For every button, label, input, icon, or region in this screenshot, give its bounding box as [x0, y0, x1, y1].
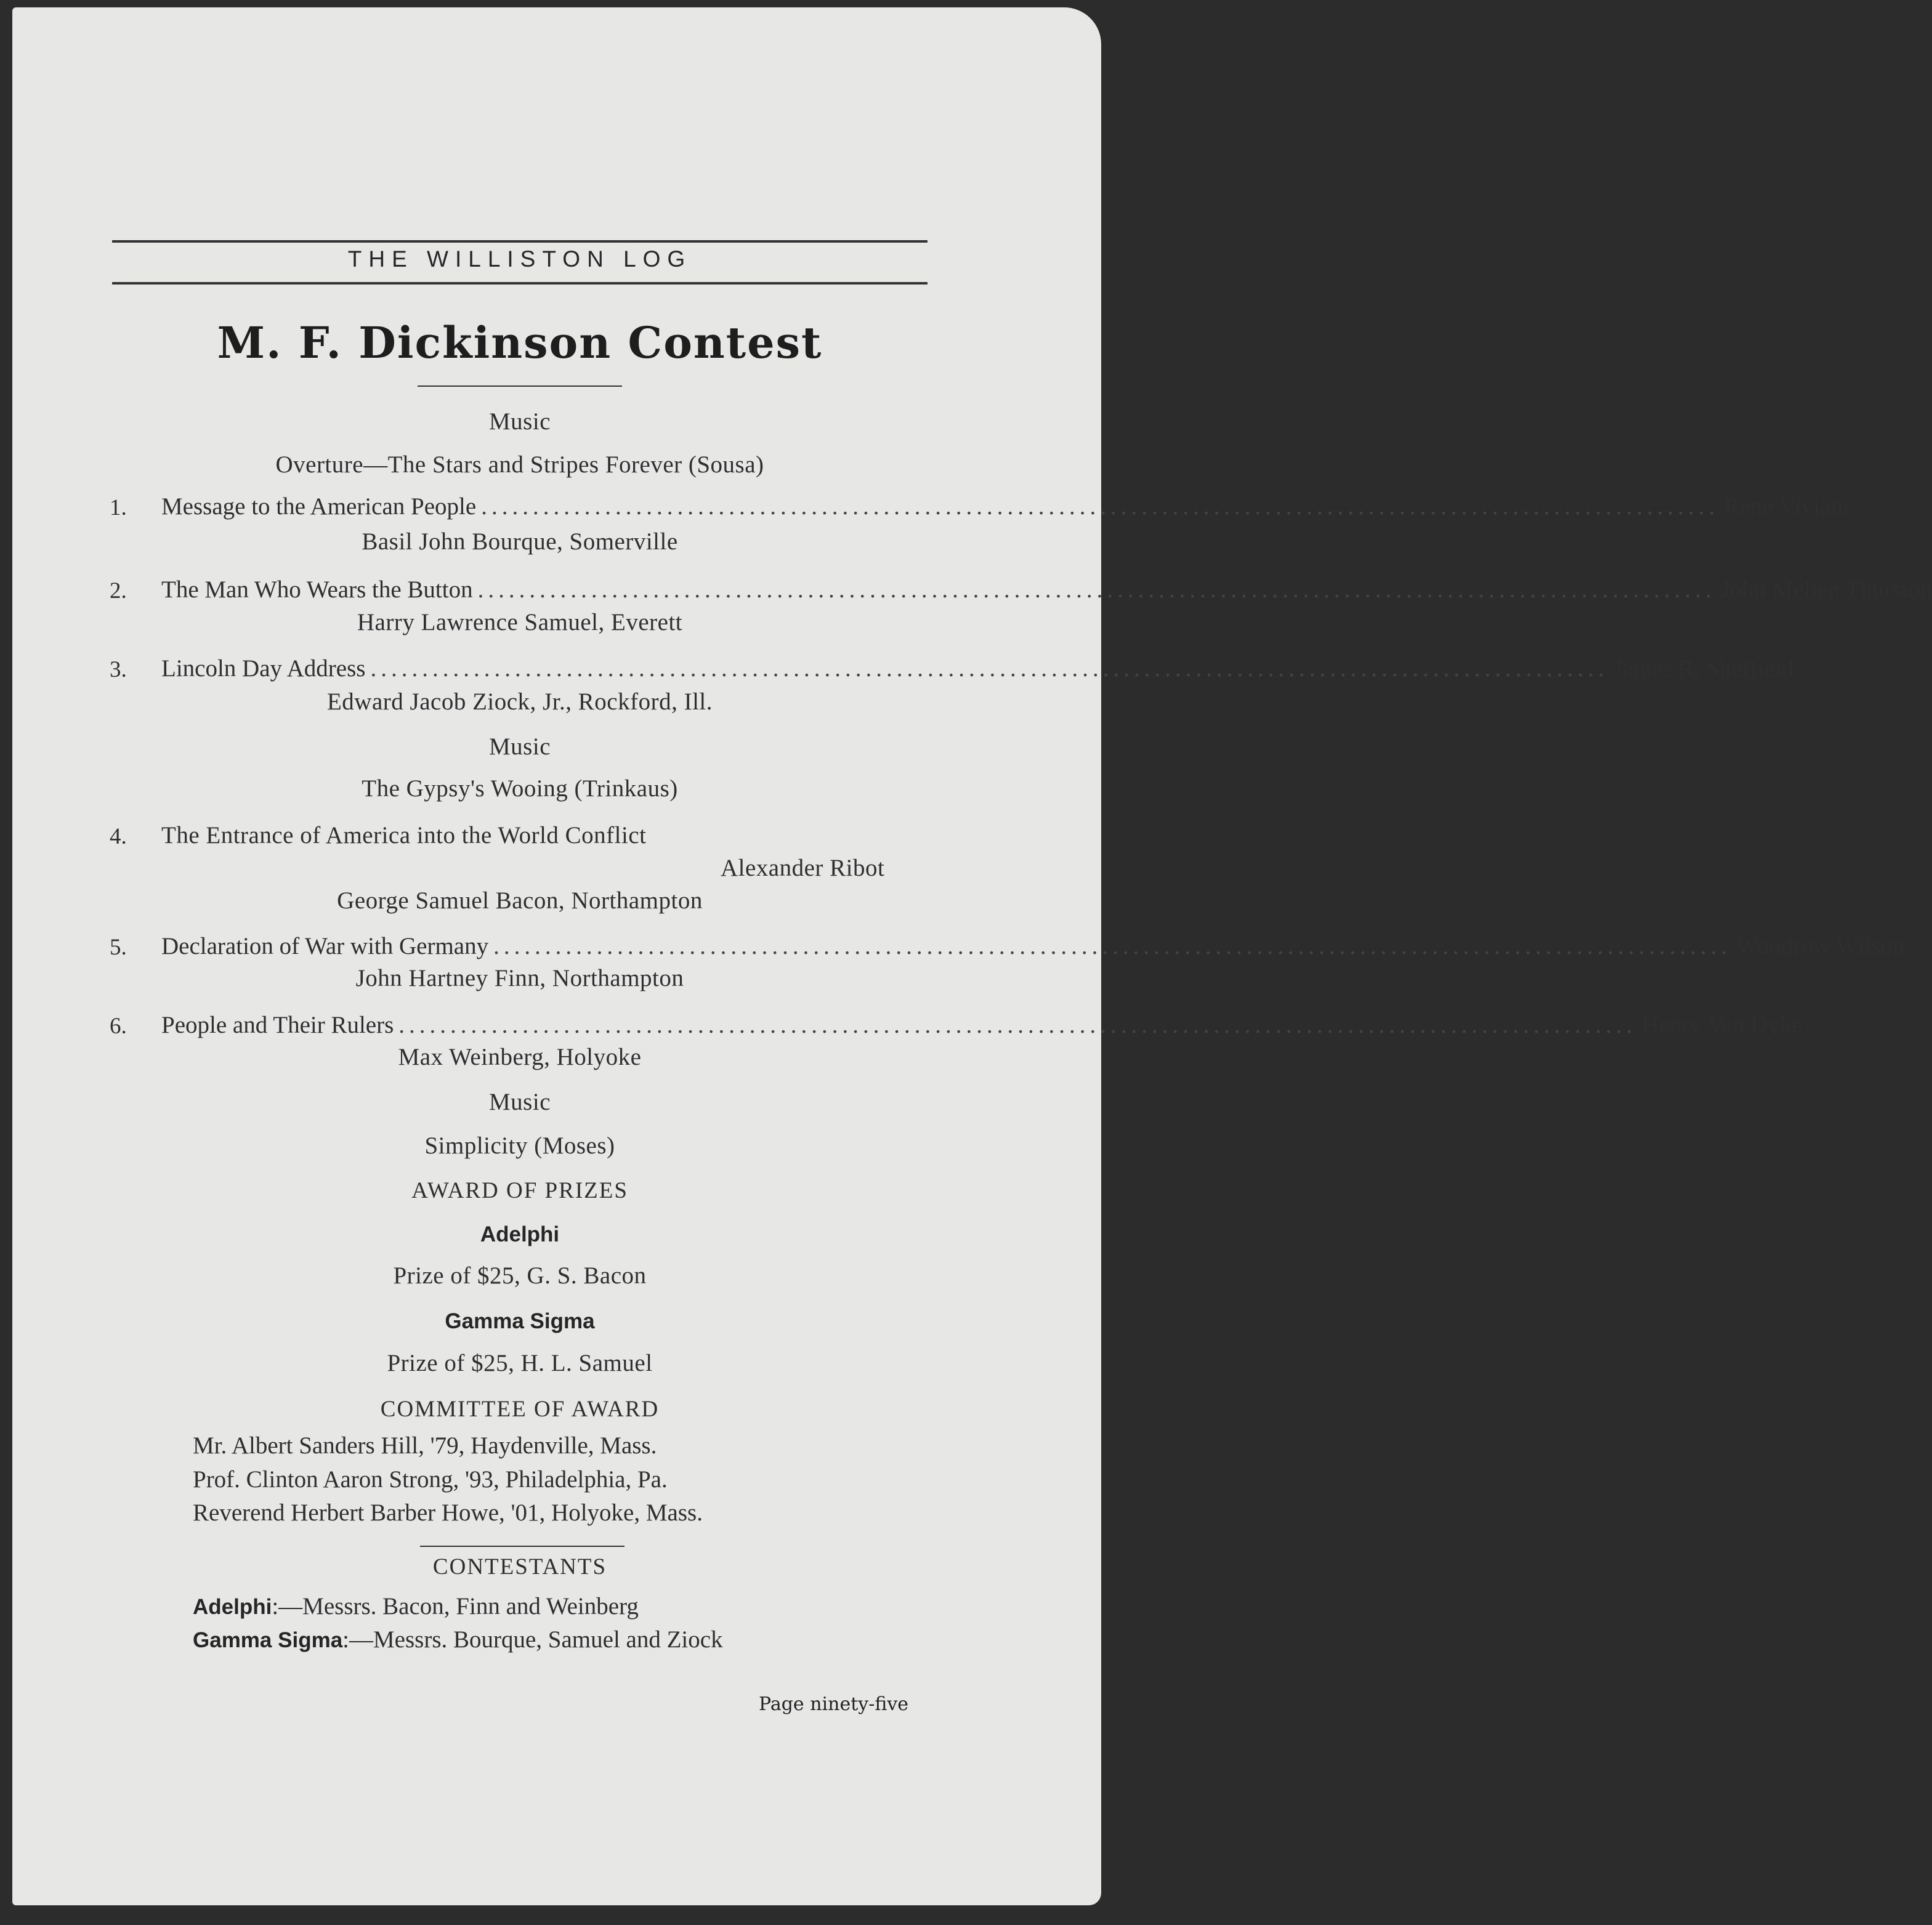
- prize-society: Adelphi: [480, 1222, 560, 1246]
- closing-piece: Simplicity (Moses): [424, 1132, 615, 1159]
- entry-line: [161, 655, 1794, 682]
- running-header: THE WILLISTON LOG: [347, 246, 692, 272]
- entry-speaker: Edward Jacob Ziock, Jr., Rockford, Ill.: [326, 688, 713, 715]
- entry-number: 6.: [110, 1014, 127, 1039]
- entry-number: 4.: [110, 824, 127, 849]
- section-divider: [420, 1546, 624, 1547]
- page-title: M. F. Dickinson Contest: [217, 317, 823, 368]
- entry-number: 2.: [110, 578, 127, 603]
- leader-dots: ........................................................................................................................: [477, 576, 1716, 603]
- contestant-society: Adelphi: [193, 1595, 272, 1619]
- entry-author: James R. Sheffield: [1613, 655, 1794, 682]
- entry-number: 1.: [110, 495, 127, 520]
- entry-title: Lincoln Day Address: [161, 655, 366, 682]
- entry-line: [161, 493, 1850, 520]
- title-rule: [418, 385, 622, 387]
- prize-text: Prize of $25, G. S. Bacon: [393, 1262, 647, 1289]
- leader-dots: ........................................................................................................................: [493, 933, 1732, 959]
- music-label: Music: [489, 1089, 551, 1115]
- entry-author: Henry Van Dyke: [1641, 1012, 1803, 1038]
- entry-speaker: Max Weinberg, Holyoke: [398, 1044, 642, 1070]
- entry-author: John Mellen Thurston: [1720, 576, 1932, 603]
- committee-member: Reverend Herbert Barber Howe, '01, Holyoke, Mass.: [193, 1499, 703, 1526]
- prize-text: Prize of $25, H. L. Samuel: [387, 1350, 653, 1376]
- entry-number: 3.: [110, 657, 127, 682]
- entry-title: People and Their Rulers: [161, 1012, 394, 1038]
- contestant-society: Gamma Sigma: [193, 1628, 343, 1652]
- entry-line: [161, 576, 1932, 603]
- contestant-names: :—Messrs. Bourque, Samuel and Ziock: [342, 1626, 723, 1653]
- overture-line: Overture—The Stars and Stripes Forever (Sousa): [275, 451, 764, 478]
- prize-society: Gamma Sigma: [445, 1309, 595, 1333]
- entry-title: Declaration of War with Germany: [161, 933, 489, 959]
- page-number: Page ninety-five: [759, 1693, 909, 1715]
- music-label: Music: [489, 733, 551, 760]
- entry-line: [161, 932, 1905, 960]
- entry-number: 5.: [110, 935, 127, 960]
- entry-title: The Entrance of America into the World Conflict: [161, 822, 647, 849]
- entry-speaker: Harry Lawrence Samuel, Everett: [357, 609, 683, 636]
- leader-dots: ........................................................................................................................: [370, 655, 1609, 682]
- contestant-line: [193, 1626, 723, 1653]
- interlude-line: The Gypsy's Wooing (Trinkaus): [362, 775, 678, 802]
- music-label: Music: [489, 408, 551, 435]
- committee-member: Prof. Clinton Aaron Strong, '93, Philadelphia, Pa.: [193, 1466, 668, 1493]
- entry-author: Rene Viviani: [1724, 493, 1850, 520]
- leader-dots: ........................................................................................................................: [398, 1012, 1637, 1038]
- entry-line: [161, 1011, 1803, 1039]
- entry-title: The Man Who Wears the Button: [161, 576, 473, 603]
- entry-speaker: Basil John Bourque, Somerville: [362, 528, 678, 555]
- entry-speaker: George Samuel Bacon, Northampton: [337, 887, 703, 914]
- entry-author: Alexander Ribot: [721, 855, 885, 881]
- contestant-line: [193, 1592, 639, 1620]
- entry-title: Message to the American People: [161, 493, 477, 520]
- award-heading: AWARD OF PRIZES: [411, 1178, 628, 1203]
- header-rule-bottom: [112, 282, 928, 285]
- entry-speaker: John Hartney Finn, Northampton: [355, 965, 684, 991]
- contestant-names: :—Messrs. Bacon, Finn and Weinberg: [272, 1593, 639, 1620]
- committee-heading: COMMITTEE OF AWARD: [380, 1397, 660, 1422]
- committee-member: Mr. Albert Sanders Hill, '79, Haydenville, Mass.: [193, 1432, 657, 1459]
- entry-author: Woodrow Wilson: [1736, 933, 1905, 959]
- header-rule-top: [112, 240, 928, 243]
- leader-dots: ........................................................................................................................: [481, 493, 1720, 520]
- contestants-heading: CONTESTANTS: [432, 1554, 607, 1580]
